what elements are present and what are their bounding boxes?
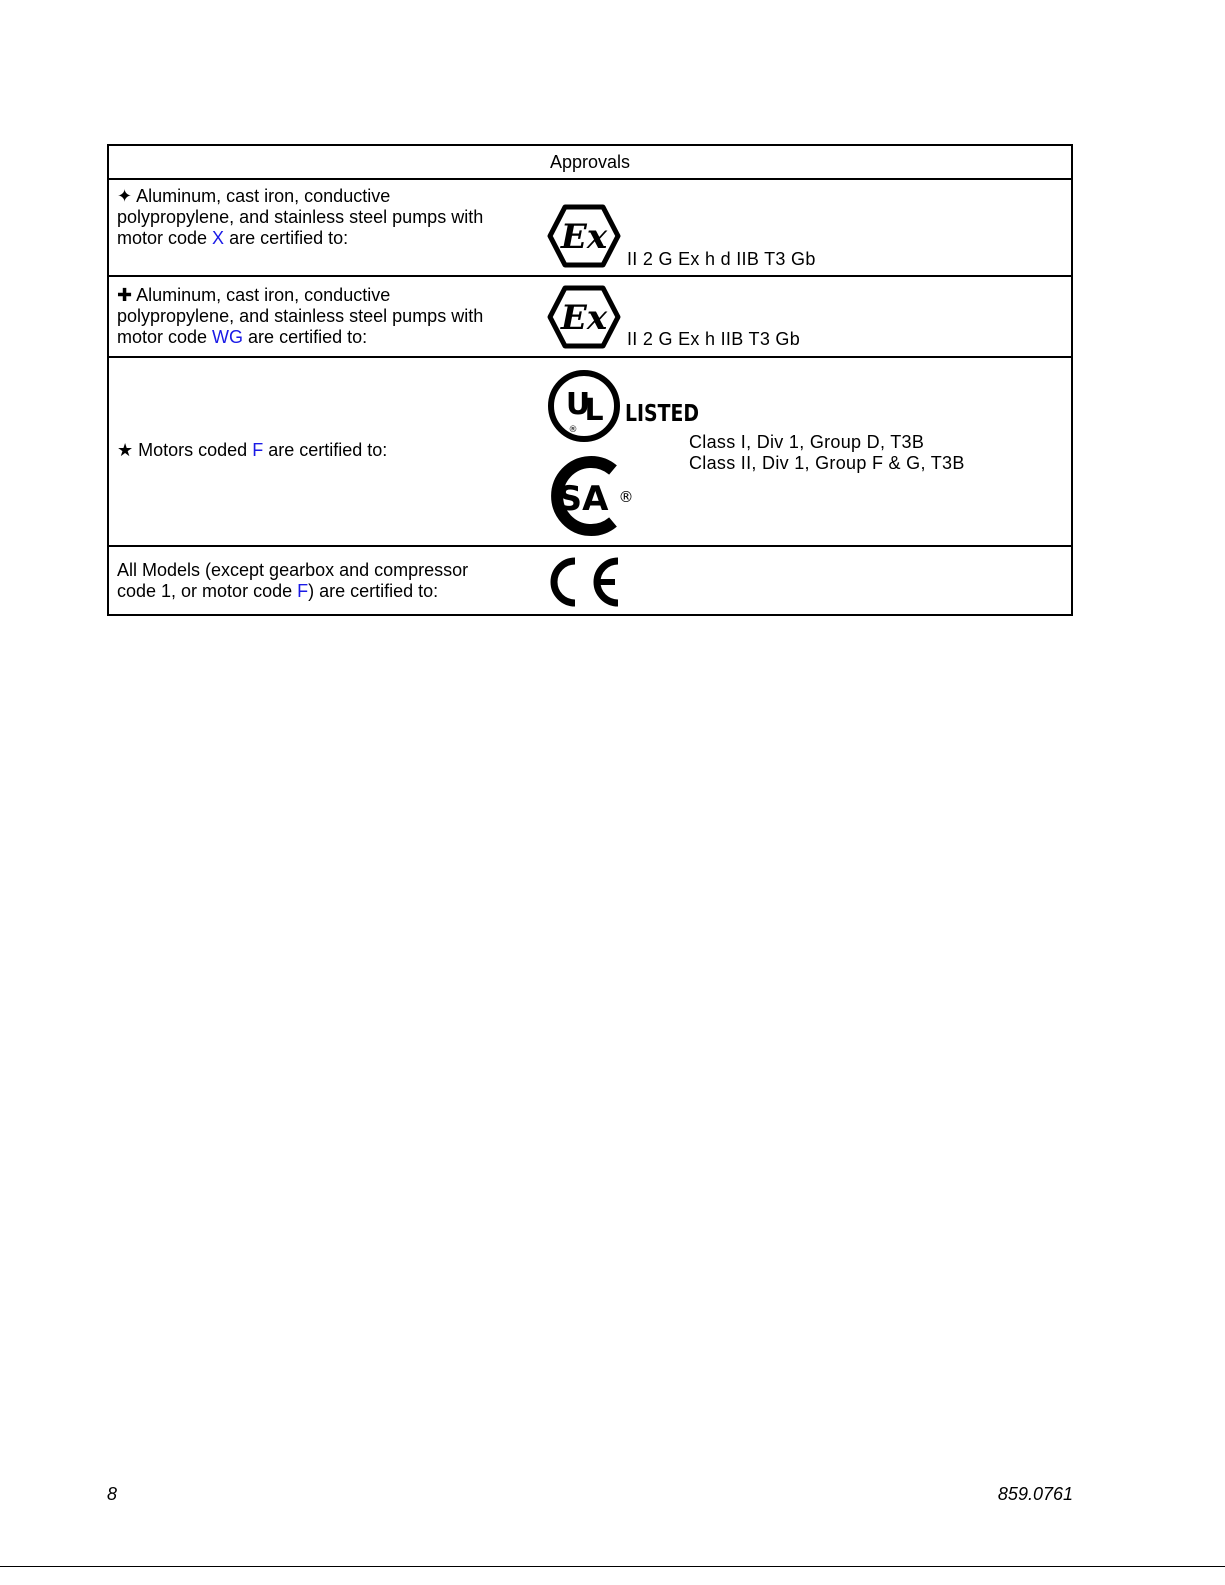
- plus-cross-icon: ✚: [117, 285, 133, 305]
- approval-row-f-description: [117, 440, 537, 461]
- motor-code-f: F: [252, 440, 264, 460]
- class-ii-certification: Class II, Div 1, Group F & G, T3B: [689, 453, 965, 473]
- row-all-line1: All Models (except gearbox and compressor: [117, 560, 469, 580]
- four-point-star-icon: ✦: [117, 186, 133, 206]
- row-f-text-pre: Motors coded: [133, 440, 253, 460]
- row-wg-line3-post: are certified to:: [243, 327, 368, 347]
- row-x-line3-pre: motor code: [117, 228, 213, 248]
- bottom-rule: [0, 1566, 1225, 1567]
- svg-text:Ex: Ex: [560, 298, 608, 338]
- motor-code-wg: WG: [212, 327, 244, 347]
- row-wg-line3-pre: motor code: [117, 327, 213, 347]
- motor-code-f-ce: F: [297, 581, 309, 601]
- motor-code-x: X: [212, 228, 225, 248]
- svg-text:SA: SA: [557, 479, 609, 519]
- approval-row-all-models-description: [117, 560, 537, 602]
- ul-listed-text: LISTED: [625, 401, 699, 427]
- approvals-table: [107, 144, 1073, 616]
- ul-listed-logo: [547, 368, 697, 444]
- row-x-line2: polypropylene, and stainless steel pumps with: [117, 207, 484, 227]
- row-f-text-post: are certified to:: [263, 440, 388, 460]
- approval-row-wg-cert: [537, 277, 1071, 356]
- document-number: 859.0761: [997, 1484, 1073, 1504]
- ex-hexagon-icon: [547, 204, 621, 268]
- row-x-line3-post: are certified to:: [224, 228, 349, 248]
- class-i-certification: Class I, Div 1, Group D, T3B: [689, 432, 925, 452]
- approval-row-x-cert: [537, 180, 1071, 275]
- approval-row-f: [109, 358, 1071, 547]
- ex-d-certification: II 2 G Ex h d IIB T3 Gb: [627, 249, 816, 269]
- approval-row-wg-description: [117, 285, 537, 348]
- approval-row-f-cert: [537, 358, 1071, 545]
- approval-row-all-models-cert: [537, 547, 1071, 614]
- svg-text:®: ®: [618, 488, 634, 506]
- csa-logo: [547, 454, 637, 538]
- svg-text:U: U: [565, 387, 591, 422]
- ex-h-certification: II 2 G Ex h IIB T3 Gb: [627, 329, 801, 349]
- approval-row-x-description: [117, 186, 537, 249]
- row-wg-line2: polypropylene, and stainless steel pumps with: [117, 306, 484, 326]
- page-number: 8: [107, 1484, 118, 1504]
- row-wg-line1: Aluminum, cast iron, conductive: [136, 285, 391, 305]
- svg-text:L: L: [584, 393, 604, 428]
- row-x-line1: Aluminum, cast iron, conductive: [136, 186, 391, 206]
- approvals-header: Approvals: [109, 146, 1071, 180]
- row-all-line2-pre: code 1, or motor code: [117, 581, 298, 601]
- svg-text:®: ®: [568, 425, 578, 435]
- ce-mark-icon: [547, 555, 623, 609]
- svg-text:Ex: Ex: [560, 217, 608, 257]
- ex-hexagon-icon: [547, 285, 621, 349]
- row-all-line2-post: ) are certified to:: [308, 581, 439, 601]
- approval-row-wg: [109, 277, 1071, 358]
- approval-row-all-models: [109, 547, 1071, 614]
- approval-row-x: [109, 180, 1071, 277]
- star-icon: ★: [117, 440, 134, 460]
